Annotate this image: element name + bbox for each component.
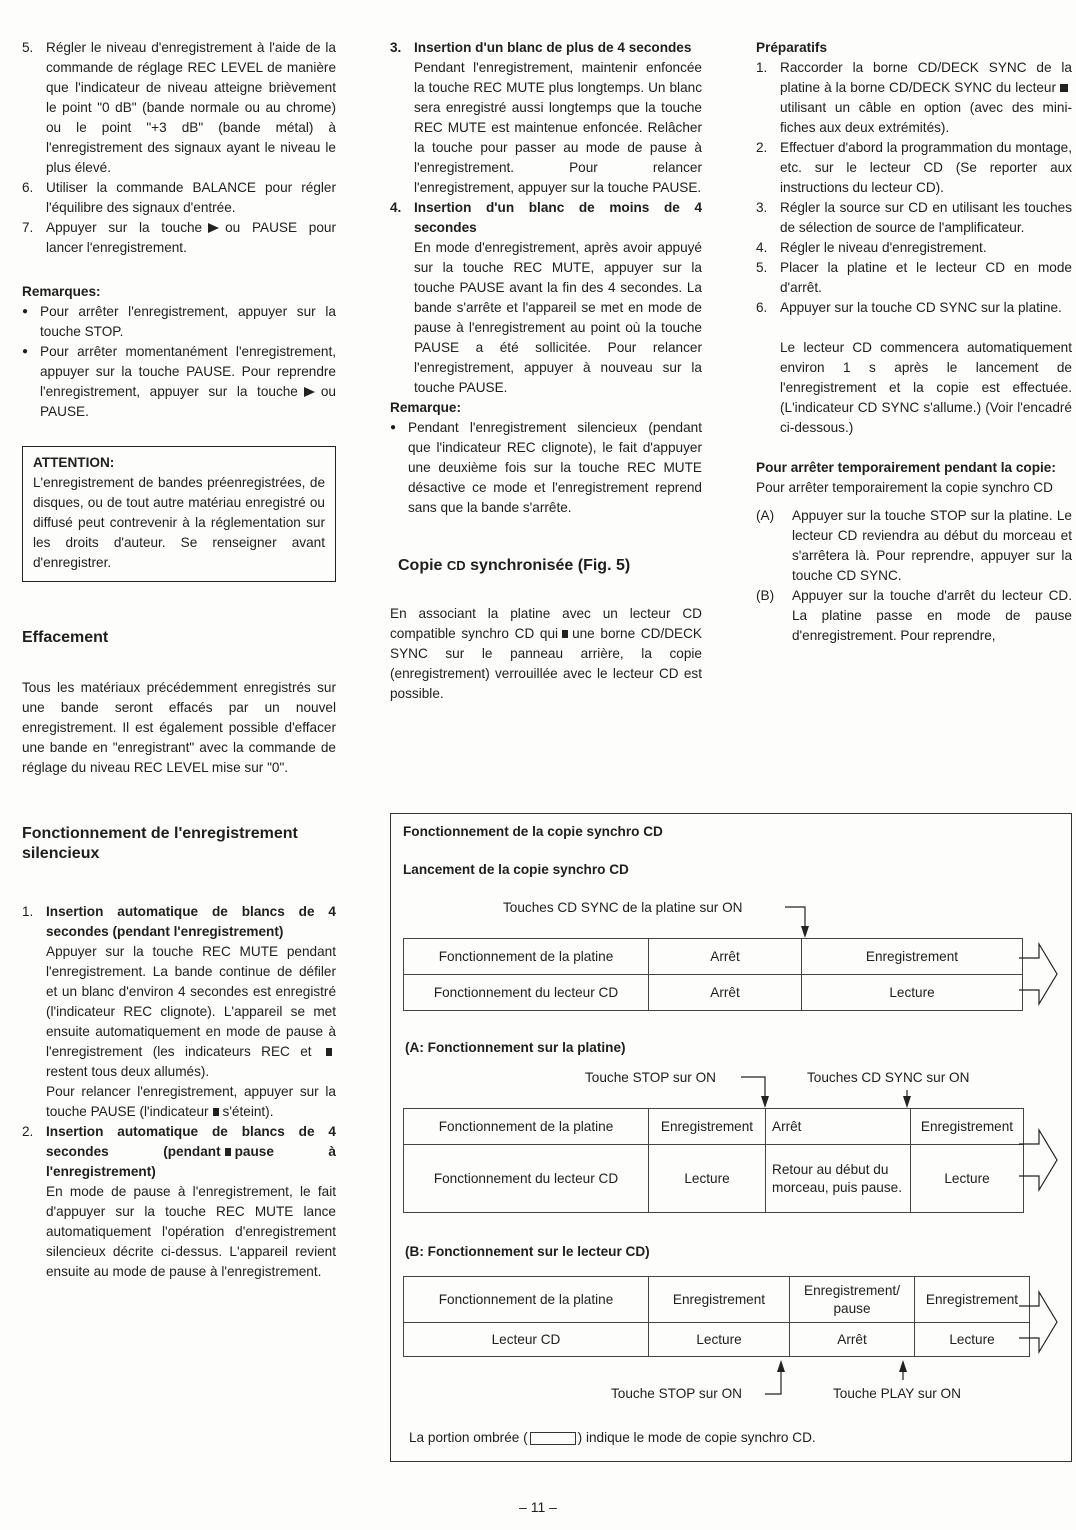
trigger-stop-b: Touche STOP sur ON [611,1386,742,1401]
prep-step-4 [756,238,1072,258]
cd-logo: CD [446,558,466,573]
table-cell: Enregistrement [915,1277,1030,1323]
step-text: En mode de pause à l'enregistrement, le fait d'appuyer sur la touche REC MUTE lance automatiquement l'opération d'enregistrement silencieux décrite ci-dessus. L'appareil revient ensuite au mode de pause à l'enregistrement. [46,1184,336,1279]
step-number: 2. [756,140,768,155]
remarks-list [22,302,336,422]
leader-line [785,907,805,932]
table-cell: Enregistrement [649,1109,766,1145]
step-text: utilisant un câble en option (avec des mini-fiches aux deux extrémités). [780,100,1072,135]
pause-text: Pour arrêter temporairement la copie synchro CD [756,480,1053,495]
table-cell: Lecteur CD [404,1323,649,1357]
table-b [403,1276,1030,1357]
remark-text: Pendant l'enregistrement silencieux (pendant que l'indicateur REC clignote), le fait d'appuyer une deuxième fois sur la touche REC MUTE désactive ce mode et l'enregistrement reprend sans que la bande s'arrête. [408,420,702,515]
step-number: 3. [390,40,402,55]
table-cell: Fonctionnement de la platine [404,1277,649,1323]
remarks-heading: Remarques: [22,284,101,299]
table-row [404,1277,1030,1323]
step-number: 4. [390,200,402,215]
step-text: Régler le niveau d'enregistrement à l'aide de la commande de réglage REC LEVEL de manière que l'indicateur de niveau atteigne brièvement le point "0 dB" (bande normale ou au chrome) ou le point "+3 dB" (bande métal) à l'enregistrement des signaux ayant le niveau le plus élevé. [46,40,336,175]
table-row [404,1109,1024,1145]
indicator-icon [562,630,568,638]
shaded-key-icon [530,1432,576,1445]
footnote-text: ) indique le mode de copie synchro CD. [577,1430,816,1445]
step-number: 3. [756,200,768,215]
launch-title: Lancement de la copie synchro CD [403,862,629,877]
step-text: Placer la platine et le lecteur CD en mode d'arrêt. [780,260,1072,295]
remark-heading: Remarque: [390,400,462,415]
option-a [756,506,1072,586]
launch-table [403,938,1023,1011]
heading-part: synchronisée (Fig. 5) [470,557,631,574]
table-row [404,1145,1024,1213]
step-number: 6. [756,300,768,315]
option-b [756,586,1072,646]
step-6 [22,178,336,218]
table-a [403,1108,1024,1213]
option-text: Appuyer sur la touche STOP sur la platine. Le lecteur CD reviendra au début du morceau et s'arrêtera là. Pour reprendre, appuyer sur la touche CD SYNC. [792,508,1072,583]
step-title: pause à l'enregistrement) [46,1144,336,1179]
table-cell: Lecture [649,1145,766,1213]
figure-5-box [390,813,1072,1462]
remark-text: Pour arrêter momentanément l'enregistrement, appuyer sur la touche PAUSE. Pour reprendre l'enregistrement, appuyer sur la touche [40,344,336,399]
figure-title: Fonctionnement de la copie synchro CD [403,824,663,839]
step-number: 5. [756,260,768,275]
step-text: ou PAUSE pour lancer l'enregistrement. [46,220,336,255]
step-number: 1. [22,904,34,919]
indicator-icon [213,1108,219,1116]
table-cell: Fonctionnement du lecteur CD [404,975,649,1011]
step-title: Insertion d'un blanc de plus de 4 secondes [414,40,692,55]
step-text: Pendant l'enregistrement, maintenir enfoncée la touche REC MUTE plus longtemps. Un blanc sera enregistré aussi longtemps que la touche REC MUTE est maintenue enfoncée. Relâcher la touche pour passer au mode de pause à l'enregistrement. Pour relancer l'enregistrement, appuyer sur la touche PAUSE. [414,60,702,195]
prep-heading: Préparatifs [756,40,828,55]
attention-text: L'enregistrement de bandes préenregistrées, de disques, ou de tout autre matériau enregistré ou diffusé peut contrevenir à la réglementation sur les droits d'auteur. Se renseigner avant d'enregistrer. [33,475,325,570]
option-label: (A) [756,508,775,523]
option-label: (B) [756,588,775,603]
step-text: Appuyer sur la touche REC MUTE pendant l'enregistrement. La bande continue de défiler et un blanc d'environ 4 secondes est enregistré (l'indicateur REC clignote). L'appareil se met ensuite automatiquement en mode de pause à l'enregistrement (les indicateurs REC et [46,944,336,1059]
step-text: Appuyer sur la touche CD SYNC sur la platine. [780,300,1062,315]
table-cell: Arrêt [766,1109,911,1145]
play-icon [208,223,219,233]
arrowhead-icon [903,1096,911,1108]
step-number: 5. [22,40,34,55]
remark-item [22,342,336,422]
table-cell: Lecture [802,975,1023,1011]
step-text: Effectuer d'abord la programmation du montage, etc. sur le lecteur CD (Se reporter aux instructions du lecteur CD). [780,140,1072,195]
prep-step-1 [756,58,1072,138]
arrow-right-icon [1019,944,1057,1004]
step-text: Régler la source sur CD en utilisant les touches de sélection de source de l'amplificateur. [780,200,1072,235]
remark-item [22,302,336,342]
prep-step-6 [756,298,1072,438]
step-number: 7. [22,220,34,235]
table-row [404,939,1023,975]
silent-step-1 [22,902,336,1122]
step-text: Raccorder la borne CD/DECK SYNC de la platine à la borne CD/DECK SYNC du lecteur [780,60,1072,95]
remark-text: Pour arrêter l'enregistrement, appuyer sur la touche STOP. [40,304,336,339]
step-note: Le lecteur CD commencera automatiquement environ 1 s après le lancement de l'enregistrement et la copie est effectuée. (L'indicateur CD SYNC s'allume.) (Voir l'encadré ci-dessous.) [780,340,1072,435]
remark-text: ou PAUSE. [40,384,336,419]
table-cell: Enregistrement [649,1277,790,1323]
table-cell: Arrêt [649,975,802,1011]
leader-line [765,1366,781,1394]
silent-step-2 [22,1122,336,1282]
step-number: 1. [756,60,768,75]
leader-line [741,1077,765,1102]
erase-text: Tous les matériaux précédemment enregistrés sur une bande seront effacés par un nouvel enregistrement. Il est également possible d'effacer une bande en "enregistrant" avec la commande de réglage du niveau REC LEVEL mise sur "0". [22,680,336,775]
prep-step-2 [756,138,1072,198]
table-cell: Arrêt [649,939,802,975]
remark-list [390,418,702,518]
table-cell: Retour au début du morceau, puis pause. [766,1145,911,1213]
table-cell: Lecture [915,1323,1030,1357]
pause-heading: Pour arrêter temporairement pendant la copie: [756,460,1056,475]
footnote-text: La portion ombrée ( [409,1430,528,1445]
prep-step-3 [756,198,1072,238]
silent-steps [22,902,336,1282]
sync-copy-text [390,604,702,704]
step-text: Pour relancer l'enregistrement, appuyer sur la touche PAUSE (l'indicateur [46,1084,336,1119]
attention-title: ATTENTION: [33,455,115,470]
play-icon [304,387,315,397]
table-cell: Fonctionnement du lecteur CD [404,1145,649,1213]
remark-item [390,418,702,518]
step-text: Utiliser la commande BALANCE pour régler l'équilibre des signaux d'entrée. [46,180,336,215]
arrowhead-icon [801,926,809,938]
arrow-right-icon [1019,1130,1057,1190]
table-cell: Enregistrement/ pause [790,1277,915,1323]
step-number: 6. [22,180,34,195]
page-number: – 11 – [519,1499,557,1515]
arrowhead-icon [777,1360,785,1372]
step-title: Insertion d'un blanc de moins de 4 secondes [414,200,702,235]
step-text: restent tous deux allumés). [46,1064,210,1079]
arrowhead-icon [761,1096,769,1108]
trigger-stop: Touche STOP sur ON [585,1070,716,1085]
silent-recording-heading: Fonctionnement de l'enregistrement silencieux [22,825,298,862]
step-7 [22,218,336,258]
attention-box [22,446,336,582]
sync-copy-heading [390,556,702,576]
pause-icon [225,1148,231,1156]
arrowhead-icon [899,1360,907,1372]
step-number: 4. [756,240,768,255]
step-number: 2. [22,1124,34,1139]
step-text: Appuyer sur la touche [46,220,203,235]
prep-steps [756,58,1072,438]
prep-step-5 [756,258,1072,298]
table-cell: Lecture [649,1323,790,1357]
step-text: s'éteint). [222,1104,274,1119]
table-cell: Fonctionnement de la platine [404,1109,649,1145]
silent-step-3 [390,38,702,198]
indicator-icon [1060,84,1068,92]
section-a-title: (A: Fonctionnement sur la platine) [405,1040,626,1055]
trigger-cd-sync: Touches CD SYNC de la platine sur ON [503,900,743,915]
column-1 [22,38,336,1282]
footnote [409,1428,816,1448]
indicator-icon [326,1048,332,1056]
table-cell: Fonctionnement de la platine [404,939,649,975]
pause-options [756,506,1072,646]
step-text: Régler le niveau d'enregistrement. [780,240,987,255]
step-title: Insertion automatique de blancs de 4 secondes (pendant [46,1124,336,1159]
trigger-cd-sync-a: Touches CD SYNC sur ON [807,1070,970,1085]
table-cell: Enregistrement [911,1109,1024,1145]
section-b-title: (B: Fonctionnement sur le lecteur CD) [405,1244,650,1259]
column-3 [756,38,1072,646]
text: une borne CD/DECK SYNC sur le panneau arrière, la copie (enregistrement) verrouillée avec le lecteur CD est possible. [390,626,702,701]
step-5 [22,38,336,178]
silent-steps-cont [390,38,702,398]
table-cell: Lecture [911,1145,1024,1213]
table-row [404,975,1023,1011]
heading-part: Copie [398,557,443,574]
erase-heading: Effacement [22,629,109,646]
silent-step-4 [390,198,702,398]
column-2 [390,38,702,704]
step-title: Insertion automatique de blancs de 4 secondes (pendant l'enregistrement) [46,904,336,939]
trigger-play-b: Touche PLAY sur ON [833,1386,961,1401]
step-text: En mode d'enregistrement, après avoir appuyé sur la touche REC MUTE, appuyer sur la touche PAUSE avant la fin des 4 secondes. La bande s'arrête et l'appareil se met en mode de pause à l'enregistrement au point où la touche PAUSE a été sollicitée. Pour relancer l'enregistrement, appuyer à nouveau sur la touche PAUSE. [414,240,702,395]
steps-list [22,38,336,258]
table-cell: Enregistrement [802,939,1023,975]
option-text: Appuyer sur la touche d'arrêt du lecteur CD. La platine passe en mode de pause d'enregistrement. Pour reprendre, [792,588,1072,643]
text: En associant la platine avec un lecteur CD compatible synchro CD qui [390,606,702,641]
table-cell: Arrêt [790,1323,915,1357]
table-row [404,1323,1030,1357]
